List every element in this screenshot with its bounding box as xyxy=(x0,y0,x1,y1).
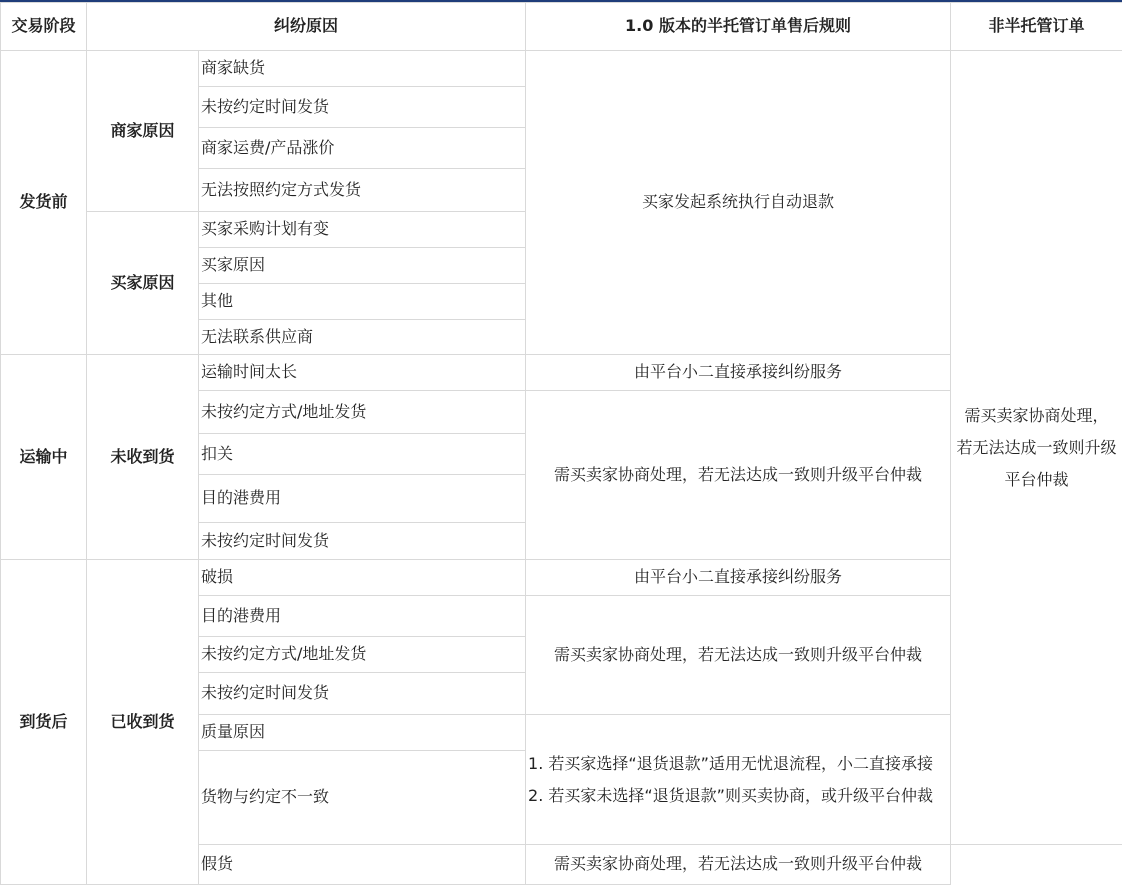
reason-cell: 运输时间太长 xyxy=(199,355,526,391)
reason-cell: 未按约定时间发货 xyxy=(199,87,526,128)
rule-negotiate: 需买卖家协商处理，若无法达成一致则升级平台仲裁 xyxy=(526,845,951,885)
reason-cell: 质量原因 xyxy=(199,715,526,751)
rule-platform-direct: 由平台小二直接承接纠纷服务 xyxy=(526,560,951,596)
rule-quality-line-1: 1. 若买家选择“退货退款”适用无忧退流程，小二直接承接 xyxy=(528,753,933,773)
reason-cell: 目的港费用 xyxy=(199,596,526,637)
stage-in-transit: 运输中 xyxy=(1,355,87,560)
reason-cell: 货物与约定不一致 xyxy=(199,751,526,845)
stage-after-arrival: 到货后 xyxy=(1,560,87,885)
header-non-semi: 非半托管订单 xyxy=(951,3,1122,51)
header-row xyxy=(1,3,1122,51)
non-semi-line-2: 若无法达成一致则升级 xyxy=(956,437,1117,457)
stage-pre-ship: 发货前 xyxy=(1,51,87,355)
rule-negotiate: 需买卖家协商处理，若无法达成一致则升级平台仲裁 xyxy=(526,596,951,715)
reason-cell: 未按约定时间发货 xyxy=(199,673,526,715)
non-semi-line-1: 需买卖家协商处理， xyxy=(964,405,1109,425)
reason-cell: 假货 xyxy=(199,845,526,885)
category-merchant: 商家原因 xyxy=(87,51,199,212)
reason-cell: 买家原因 xyxy=(199,248,526,284)
reason-cell: 扣关 xyxy=(199,434,526,475)
category-not-received: 未收到货 xyxy=(87,355,199,560)
rule-quality-line-2: 2. 若买家未选择“退货退款”则买卖协商，或升级平台仲裁 xyxy=(528,785,933,805)
reason-cell: 目的港费用 xyxy=(199,475,526,523)
rule-auto-refund: 买家发起系统执行自动退款 xyxy=(526,51,951,355)
rule-negotiate: 需买卖家协商处理，若无法达成一致则升级平台仲裁 xyxy=(526,391,951,560)
after-sales-rules-table xyxy=(0,2,1122,885)
category-received: 已收到货 xyxy=(87,560,199,885)
header-reason: 纠纷原因 xyxy=(87,3,526,51)
reason-cell: 商家缺货 xyxy=(199,51,526,87)
reason-cell: 商家运费/产品涨价 xyxy=(199,128,526,169)
reason-cell: 无法联系供应商 xyxy=(199,320,526,355)
rule-quality xyxy=(526,715,951,845)
rule-platform-direct: 由平台小二直接承接纠纷服务 xyxy=(526,355,951,391)
reason-cell: 其他 xyxy=(199,284,526,320)
reason-cell: 未按约定时间发货 xyxy=(199,523,526,560)
reason-cell: 无法按照约定方式发货 xyxy=(199,169,526,212)
non-semi-rule xyxy=(951,51,1122,845)
reason-cell: 未按约定方式/地址发货 xyxy=(199,391,526,434)
reason-cell: 破损 xyxy=(199,560,526,596)
header-stage: 交易阶段 xyxy=(1,3,87,51)
header-rule: 1.0 版本的半托管订单售后规则 xyxy=(526,3,951,51)
non-semi-line-3: 平台仲裁 xyxy=(1004,469,1069,489)
reason-cell: 未按约定方式/地址发货 xyxy=(199,637,526,673)
table-row xyxy=(1,51,1122,87)
category-buyer: 买家原因 xyxy=(87,212,199,355)
reason-cell: 买家采购计划有变 xyxy=(199,212,526,248)
